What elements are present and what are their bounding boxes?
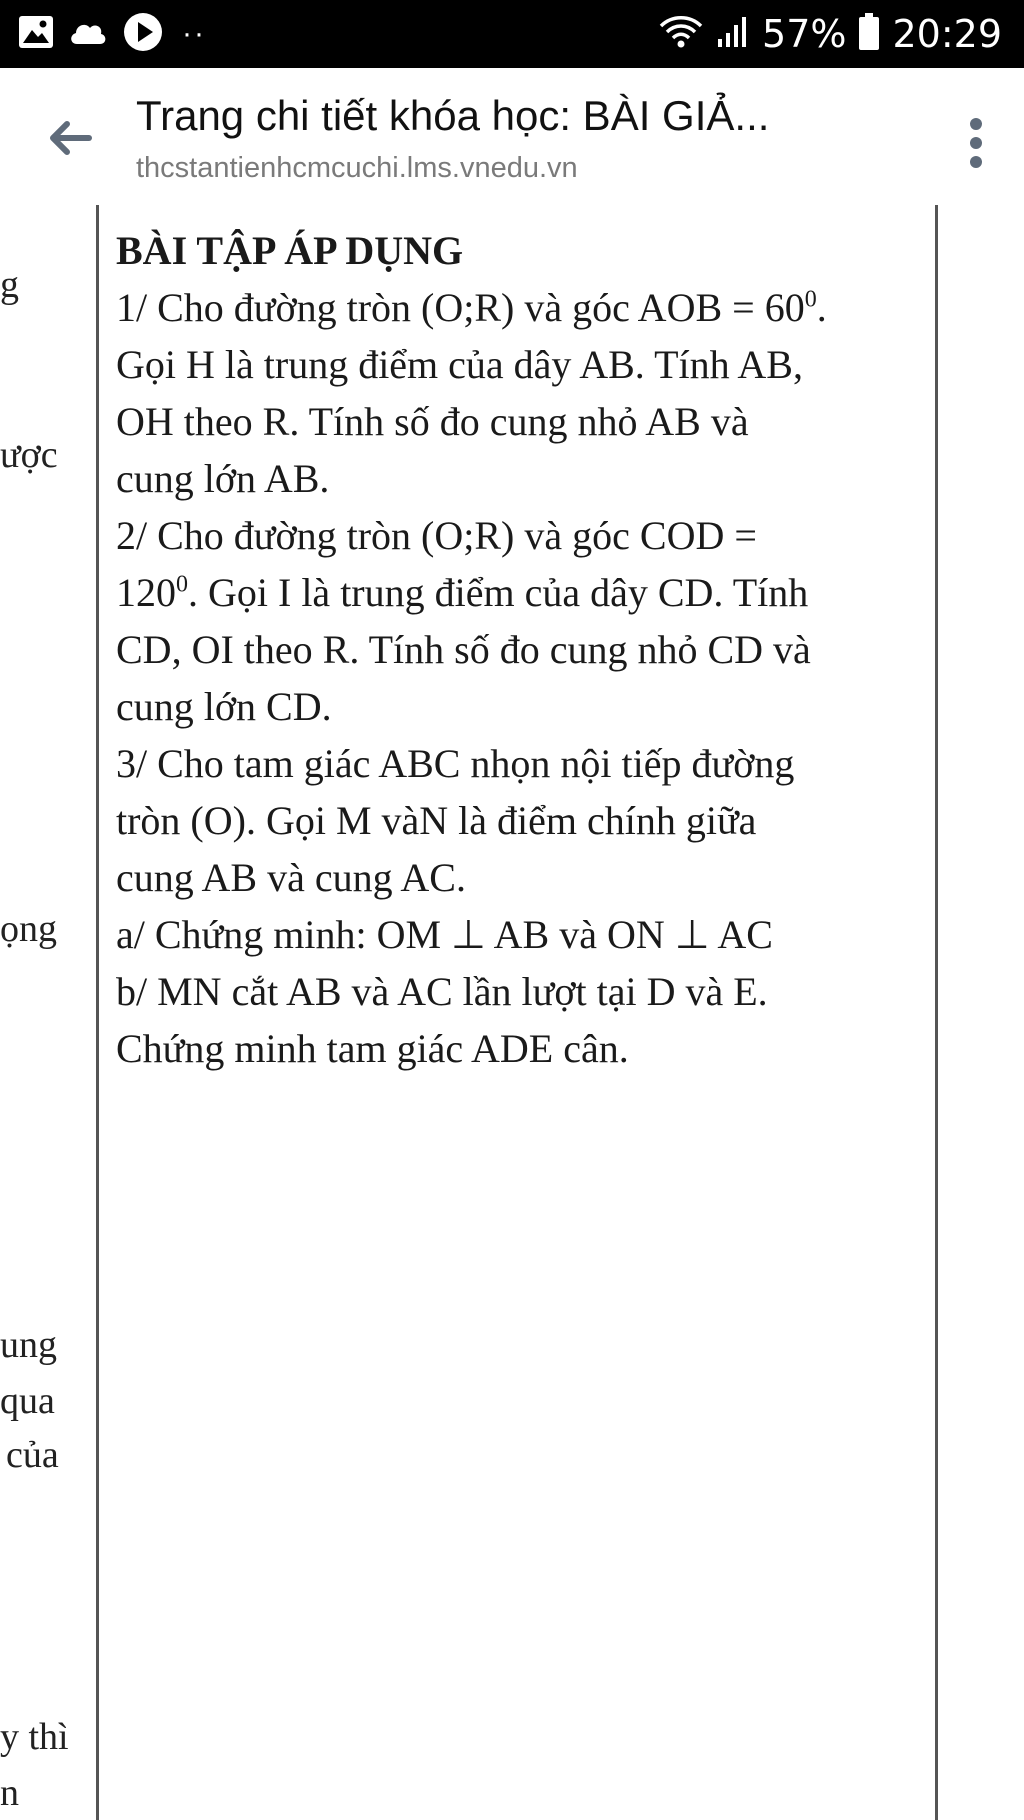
wifi-icon xyxy=(658,14,704,55)
page-url: thcstantienhcmcuchi.lms.vnedu.vn xyxy=(136,152,578,184)
exercise-2-line: 2/ Cho đường tròn (O;R) và góc COD = xyxy=(116,513,757,558)
gallery-icon xyxy=(18,15,54,54)
page-title: Trang chi tiết khóa học: BÀI GIẢ... xyxy=(136,92,770,139)
exercise-1-line: cung lớn AB. xyxy=(116,456,330,501)
more-options-button[interactable] xyxy=(946,108,1006,178)
more-vert-icon xyxy=(968,117,984,169)
exercise-2-line: $120^0$. Gọi I là trung điểm của dây CD. Tính xyxy=(116,570,809,615)
exercise-2-line: CD, OI theo R. Tính số đo cung nhỏ CD và xyxy=(116,627,811,672)
left-fragment: ung xyxy=(0,1324,57,1366)
left-fragment: y thì xyxy=(0,1716,69,1758)
battery-percent: 57% xyxy=(762,12,847,56)
exercise-2-line: cung lớn CD. xyxy=(116,684,332,729)
exercise-3a-line: a/ Chứng minh: OM ⊥ AB và ON ⊥ AC xyxy=(116,912,773,957)
exercise-1-line: Gọi H là trung điểm của dây AB. Tính AB, xyxy=(116,342,803,387)
status-dots: ·· xyxy=(182,17,206,50)
status-left xyxy=(18,12,206,56)
exercise-cell xyxy=(116,223,936,1077)
table-border-left xyxy=(96,205,99,1820)
exercise-3-line: tròn (O). Gọi M vàN là điểm chính giữa xyxy=(116,798,757,843)
left-fragment: n xyxy=(0,1772,19,1814)
signal-icon xyxy=(716,15,750,54)
left-fragment: của xyxy=(6,1434,59,1476)
arrow-left-icon xyxy=(45,118,95,158)
left-column-cutoff xyxy=(0,205,96,1820)
play-icon xyxy=(122,11,164,58)
exercise-3b-line: Chứng minh tam giác ADE cân. xyxy=(116,1026,629,1071)
document-view xyxy=(0,205,1024,1820)
battery-icon xyxy=(858,13,880,56)
exercise-3b-line: b/ MN cắt AB và AC lần lượt tại D và E. xyxy=(116,969,768,1014)
exercise-1-line: OH theo R. Tính số đo cung nhỏ AB và xyxy=(116,399,749,444)
exercise-heading: BÀI TẬP ÁP DỤNG xyxy=(116,228,464,273)
left-fragment: g xyxy=(0,264,19,306)
status-bar xyxy=(0,0,1024,68)
left-fragment: ọng xyxy=(0,908,57,950)
exercise-3-line: 3/ Cho tam giác ABC nhọn nội tiếp đường xyxy=(116,741,795,786)
left-fragment: qua xyxy=(0,1380,55,1422)
status-right xyxy=(658,0,1002,68)
back-button[interactable] xyxy=(30,108,110,168)
exercise-3-line: cung AB và cung AC. xyxy=(116,855,466,900)
left-fragment: ược xyxy=(0,434,58,476)
cloud-icon xyxy=(68,17,108,52)
app-header xyxy=(0,68,1024,207)
clock: 20:29 xyxy=(892,12,1002,56)
exercise-1-line: 1/ Cho đường tròn (O;R) và góc AOB = $60^0$. xyxy=(116,285,827,330)
